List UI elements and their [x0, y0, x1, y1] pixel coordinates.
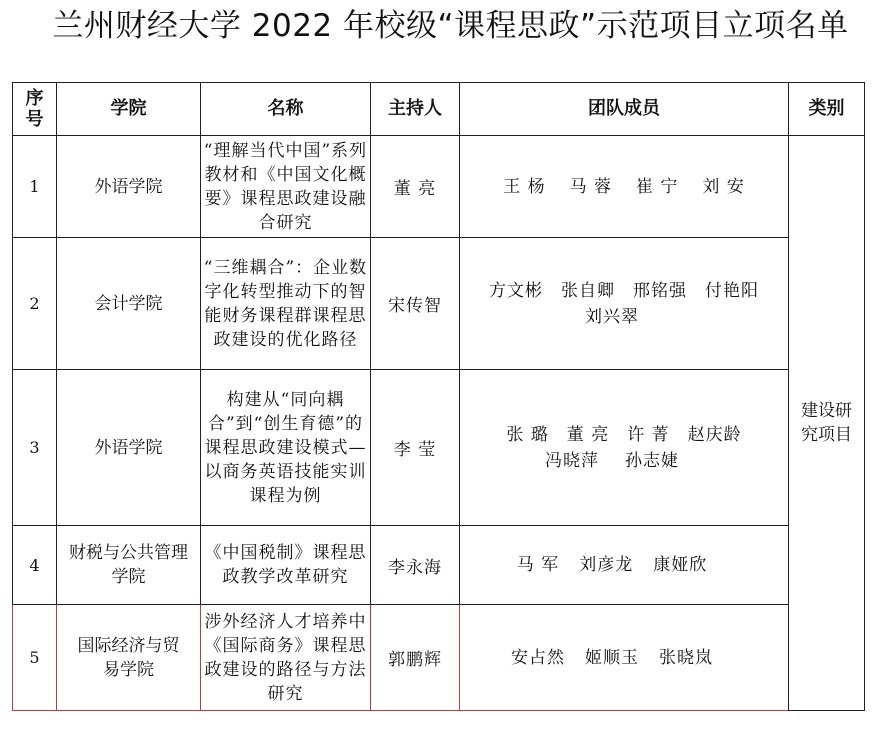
table-row — [13, 526, 865, 605]
member-name: 张 璐 — [506, 424, 549, 445]
project-name-cell: 构建从“同向耦合”到“创生育德”的课程思政建设模式—以商务英语技能实训课程为例 — [201, 370, 371, 526]
table-row — [13, 238, 865, 370]
table-row — [13, 605, 865, 711]
member-name: 刘兴翠 — [585, 306, 639, 327]
category-cell — [789, 136, 865, 711]
category-label: 建设研究项目 — [801, 401, 852, 445]
member-name: 马 蓉 — [569, 176, 612, 197]
member-name: 刘 安 — [702, 176, 745, 197]
page-title: 兰州财经大学 2022 年校级“课程思政”示范项目立项名单 — [52, 8, 849, 44]
project-list-table — [12, 82, 865, 711]
host-cell: 郭鹏辉 — [371, 605, 460, 711]
member-name: 马 军 — [516, 555, 560, 575]
members-cell — [460, 238, 789, 370]
member-name: 姬顺玉 — [585, 647, 639, 668]
project-name-cell: 《中国税制》课程思政教学改革研究 — [201, 526, 371, 605]
seq-cell: 1 — [13, 136, 57, 238]
header-seq: 序号 — [13, 83, 57, 136]
table-row — [13, 136, 865, 238]
member-name: 张自卿 — [561, 280, 615, 301]
host-cell: 董 亮 — [371, 136, 460, 238]
host-cell: 宋传智 — [371, 238, 460, 370]
host-cell: 李 莹 — [371, 370, 460, 526]
member-name: 邢铭强 — [633, 280, 687, 301]
college-cell: 会计学院 — [57, 238, 201, 370]
members-cell — [460, 605, 789, 711]
header-members: 团队成员 — [460, 83, 789, 136]
college-cell: 财税与公共管理学院 — [57, 526, 201, 605]
member-name: 孙志婕 — [625, 450, 679, 471]
members-cell — [460, 136, 789, 238]
member-name: 赵庆龄 — [687, 424, 742, 445]
project-name-cell: “三维耦合”：企业数字化转型推动下的智能财务课程群课程思政建设的优化路径 — [201, 238, 371, 370]
member-name: 方文彬 — [489, 280, 543, 301]
member-name: 许 菁 — [627, 424, 670, 445]
members-cell — [460, 526, 789, 605]
header-college: 学院 — [57, 83, 201, 136]
host-cell: 李永海 — [371, 526, 460, 605]
college-cell: 外语学院 — [57, 136, 201, 238]
project-name-cell: 涉外经济人才培养中《国际商务》课程思政建设的路径与方法研究 — [201, 605, 371, 711]
seq-cell: 5 — [13, 605, 57, 711]
header-name: 名称 — [201, 83, 371, 136]
member-name: 刘彦龙 — [579, 555, 634, 575]
member-name: 安占然 — [511, 647, 565, 668]
project-name-cell: “理解当代中国”系列教材和《中国文化概要》课程思政建设融合研究 — [201, 136, 371, 238]
member-name: 付艳阳 — [705, 280, 759, 301]
table-header-row — [13, 83, 865, 136]
member-name: 王 杨 — [503, 176, 546, 197]
member-name: 张晓岚 — [659, 647, 713, 668]
member-name: 董 亮 — [566, 424, 610, 445]
seq-cell: 2 — [13, 238, 57, 370]
member-name: 康娅欣 — [653, 555, 708, 575]
members-cell — [460, 370, 789, 526]
member-name: 崔 宁 — [636, 176, 679, 197]
seq-cell: 4 — [13, 526, 57, 605]
header-category: 类别 — [789, 83, 865, 136]
college-cell: 国际经济与贸 易学院 — [57, 605, 201, 711]
seq-cell: 3 — [13, 370, 57, 526]
header-host: 主持人 — [371, 83, 460, 136]
member-name: 冯晓萍 — [545, 450, 599, 471]
table-row — [13, 370, 865, 526]
college-cell: 外语学院 — [57, 370, 201, 526]
